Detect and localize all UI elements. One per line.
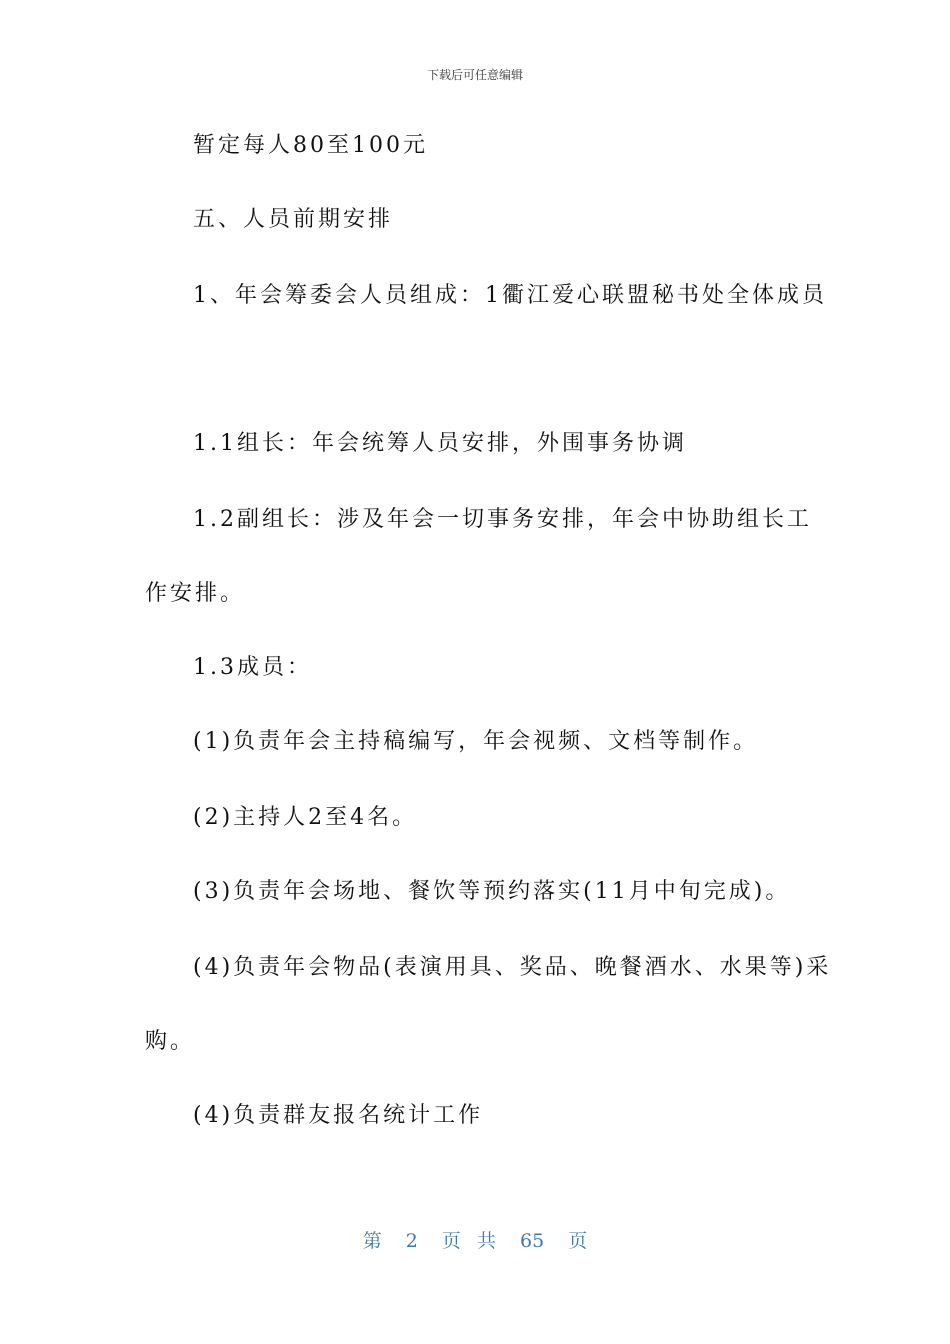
paragraph-members: 1.3成员：: [193, 655, 312, 680]
footer-page-number: 2: [405, 1230, 418, 1252]
list-item-5: (4)负责群友报名统计工作: [193, 1103, 484, 1128]
list-item-4-cont: 购。: [145, 1029, 196, 1054]
list-item-1: (1)负责年会主持稿编写，年会视频、文档等制作。: [193, 729, 759, 754]
page-footer: [0, 1226, 950, 1253]
paragraph-budget: 暂定每人80至100元: [193, 133, 428, 158]
footer-mid: 页 共: [441, 1230, 496, 1252]
paragraph-deputy-leader-cont: 作安排。: [145, 581, 246, 606]
footer-suffix: 页: [568, 1230, 588, 1252]
page-header-note: 下载后可任意编辑: [426, 68, 523, 82]
paragraph-committee: 1、年会筹委会人员组成：1衢江爱心联盟秘书处全体成员: [193, 283, 827, 308]
paragraph-leader: 1.1组长：年会统筹人员安排，外围事务协调: [193, 431, 687, 456]
list-item-3: (3)负责年会场地、餐饮等预约落实(11月中旬完成)。: [193, 879, 791, 904]
footer-prefix: 第: [362, 1230, 382, 1252]
list-item-4: (4)负责年会物品(表演用具、奖品、晚餐酒水、水果等)采: [193, 955, 832, 980]
section-heading-staff: 五、人员前期安排: [193, 207, 394, 232]
footer-total-pages: 65: [520, 1230, 545, 1252]
list-item-2: (2)主持人2至4名。: [193, 805, 418, 830]
paragraph-deputy-leader: 1.2副组长：涉及年会一切事务安排，年会中协助组长工: [193, 507, 812, 532]
